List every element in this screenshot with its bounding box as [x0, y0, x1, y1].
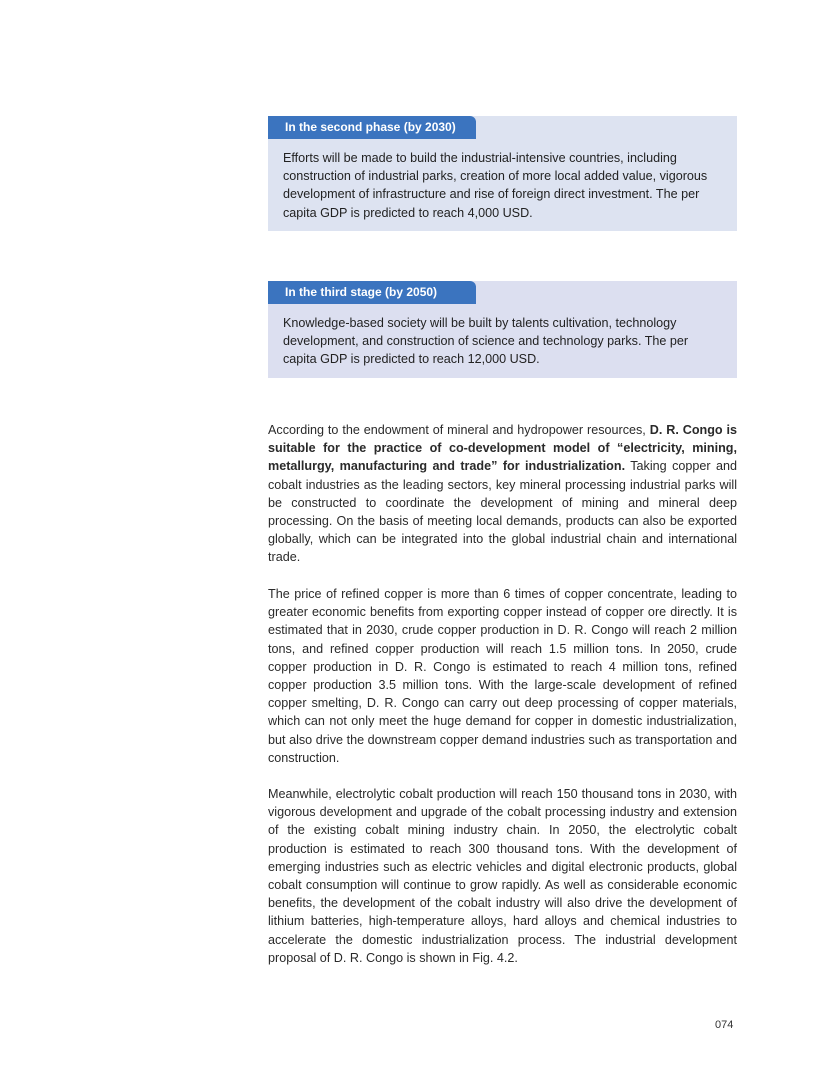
paragraph-1-rest: Taking copper and cobalt industries as the leading sectors, key mineral processing industrial parks will be constructed to coordinate the development of mining and mineral deep processing. On the basis of meeting local demands, products can also be exported globally, which can be integrated into the global industrial chain and international trade. [268, 459, 737, 565]
phase2-box [268, 116, 737, 231]
phase2-title: In the second phase (by 2030) [268, 116, 476, 139]
phase3-box [268, 281, 737, 378]
paragraph-3 [268, 785, 737, 967]
paragraph-2-text: The price of refined copper is more than 6 times of copper concentrate, leading to greater economic benefits from exporting copper instead of copper ore directly. It is estimated that in 2030, crude copper production in D. R. Congo will reach 2 million tons, and refined copper production will reach 1.5 million tons. In 2050, crude copper production in D. R. Congo is estimated to reach 4 million tons, refined copper production 3.5 million tons. With the large-scale development of refined copper smelting, D. R. Congo can carry out deep processing of copper materials, which can not only meet the huge demand for copper in domestic industrialization, but also drive the downstream copper demand industries such as transportation and construction. [268, 587, 737, 765]
phase3-title: In the third stage (by 2050) [268, 281, 476, 304]
paragraph-1 [268, 421, 737, 567]
paragraph-2 [268, 585, 737, 767]
page-number: 074 [715, 1019, 734, 1031]
paragraph-3-text: Meanwhile, electrolytic cobalt production will reach 150 thousand tons in 2030, with vigorous development and upgrade of the cobalt processing industry and extension of the existing cobalt mining industry chain. In 2050, the electrolytic cobalt production is estimated to reach 300 thousand tons. With the development of emerging industries such as electric vehicles and digital electronic products, global cobalt consumption will continue to grow rapidly. As well as considerable economic benefits, the development of the cobalt industry will also drive the development of lithium batteries, high-temperature alloys, hard alloys and chemical industries to accelerate the domestic industrialization process. The industrial development proposal of D. R. Congo is shown in Fig. 4.2. [268, 787, 737, 965]
paragraph-1-lead: According to the endowment of mineral and hydropower resources, [268, 423, 650, 437]
paragraph-1-bold: D. R. Congo is suitable for the practice of co-development model of “electricity, mining, metallurgy, manufacturing and trade” for industrialization. [268, 423, 738, 474]
phase3-text: Knowledge-based society will be built by talents cultivation, technology development, and construction of science and technology parks. The per capita GDP is predicted to reach 12,000 USD. [283, 316, 689, 367]
phase2-text: Efforts will be made to build the industrial-intensive countries, including construction of industrial parks, creation of more local added value, vigorous development of infrastructure and rise of foreign direct investment. The per capita GDP is predicted to reach 4,000 USD. [283, 151, 708, 220]
